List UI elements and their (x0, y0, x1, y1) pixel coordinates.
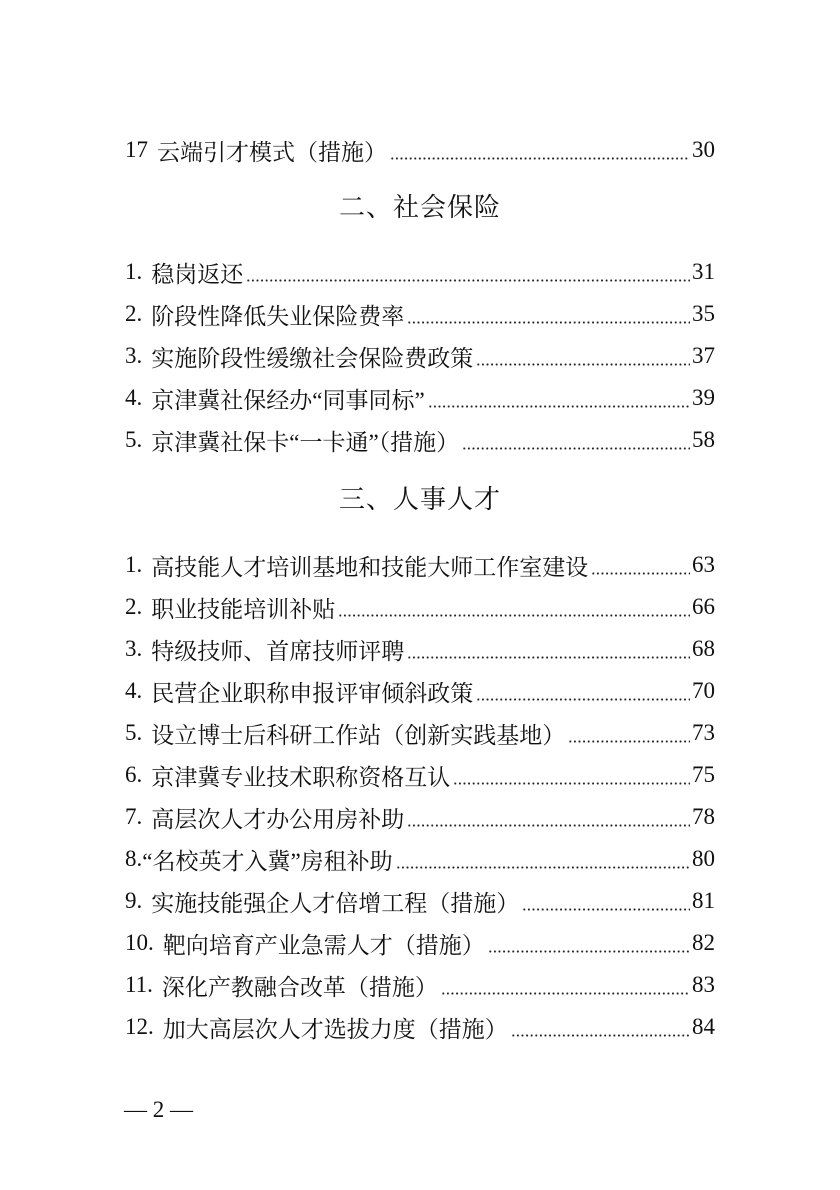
toc-entry-page: 31 (692, 259, 715, 284)
toc-entry-title: 高技能人才培训基地和技能大师工作室建设 (151, 554, 589, 580)
page-number-footer: — 2 — (124, 1097, 193, 1122)
toc-entry-page: 35 (692, 301, 715, 326)
dot-leader (396, 866, 690, 869)
toc-entry-page: 66 (692, 594, 715, 619)
toc-entry-number: 4. (125, 385, 143, 410)
dot-leader (390, 157, 690, 160)
dot-leader (246, 279, 690, 282)
toc-entry-title: 阶段性降低失业保险费率 (151, 303, 405, 329)
toc-entry-number: 5. (125, 720, 143, 745)
dot-leader (511, 1034, 690, 1037)
toc-entry-page: 39 (692, 385, 715, 410)
toc-entry-number: 11. (125, 972, 153, 997)
dot-leader (476, 698, 690, 701)
toc-entry-title: 云端引才模式（措施） (157, 139, 387, 165)
toc-entry-number: 3. (125, 343, 143, 368)
toc-entry-page: 82 (692, 930, 715, 955)
dot-leader (453, 782, 690, 785)
dot-leader (591, 572, 690, 575)
toc-entry-number: 12. (125, 1014, 154, 1039)
toc-entry-page: 30 (692, 137, 715, 162)
toc-entry-page: 63 (692, 552, 715, 577)
toc-entry (125, 251, 715, 293)
dot-leader (428, 405, 690, 408)
dot-leader (522, 908, 690, 911)
toc-entry-page: 37 (692, 343, 715, 368)
toc-entry-page: 58 (692, 427, 715, 452)
toc-entry-title: 特级技师、首席技师评聘 (151, 638, 405, 664)
section-heading-personnel: 三、人事人才 (338, 485, 501, 515)
toc-entry (125, 796, 715, 838)
toc-entry-title: 京津冀社保卡“一卡通”（措施） (151, 429, 460, 455)
toc-entry-number: 3. (125, 636, 143, 661)
toc-entry (125, 419, 715, 461)
toc-entry-number: 8. (125, 846, 143, 871)
toc-entry-page: 75 (692, 762, 715, 787)
toc-entry-title: “名校英才入冀”房租补助 (142, 848, 393, 874)
dot-leader (407, 321, 690, 324)
toc-list-personnel (125, 544, 715, 1048)
toc-entry (125, 628, 715, 670)
dot-leader (407, 824, 690, 827)
toc-entry-number: 7. (125, 804, 143, 829)
toc-entry-number: 1. (125, 259, 143, 284)
toc-entry-title: 实施阶段性缓缴社会保险费政策 (151, 345, 474, 371)
toc-entry-page: 78 (692, 804, 715, 829)
toc-entry (125, 754, 715, 796)
toc-entry (125, 670, 715, 712)
toc-entry-number: 9. (125, 888, 143, 913)
toc-entry (125, 1006, 715, 1048)
toc-entry (125, 293, 715, 335)
section-heading-social-insurance: 二、社会保险 (338, 193, 501, 223)
toc-entry-title: 实施技能强企人才倍增工程（措施） (151, 890, 520, 916)
toc-entry-number: 1. (125, 552, 143, 577)
toc-entry-title: 京津冀专业技术职称资格互认 (151, 764, 451, 790)
toc-entry (125, 544, 715, 586)
toc-entry-number: 10. (125, 930, 154, 955)
toc-entry-number: 6. (125, 762, 143, 787)
toc-entry (125, 880, 715, 922)
toc-entry-title: 加大高层次人才选拔力度（措施） (162, 1016, 508, 1042)
toc-entry-title: 京津冀社保经办“同事同标” (151, 387, 425, 413)
toc-entry (125, 838, 715, 880)
toc-entry (125, 335, 715, 377)
toc-entry-title: 民营企业职称申报评审倾斜政策 (151, 680, 474, 706)
toc-entry-page: 70 (692, 678, 715, 703)
toc-entry-title: 职业技能培训补贴 (151, 596, 336, 622)
toc-list-talent-tail (125, 129, 715, 171)
toc-entry (125, 712, 715, 754)
toc-entry-title: 设立博士后科研工作站（创新实践基地） (151, 722, 566, 748)
toc-entry (125, 922, 715, 964)
dot-leader (488, 950, 690, 953)
toc-entry-page: 80 (692, 846, 715, 871)
toc-entry-number: 2. (125, 594, 143, 619)
toc-entry-page: 68 (692, 636, 715, 661)
toc-entry (125, 129, 715, 171)
toc-entry-number: 2. (125, 301, 143, 326)
toc-entry-page: 84 (692, 1014, 715, 1039)
toc-entry (125, 964, 715, 1006)
toc-entry-title: 靶向培育产业急需人才（措施） (162, 932, 485, 958)
toc-entry-title: 高层次人才办公用房补助 (151, 806, 405, 832)
dot-leader (462, 447, 690, 450)
toc-entry-number: 17 (125, 137, 148, 162)
toc-entry-title: 深化产教融合改革（措施） (161, 974, 438, 1000)
toc-entry (125, 377, 715, 419)
dot-leader (441, 992, 690, 995)
toc-entry-page: 73 (692, 720, 715, 745)
dot-leader (407, 656, 690, 659)
toc-entry-page: 83 (692, 972, 715, 997)
toc-entry-number: 4. (125, 678, 143, 703)
dot-leader (568, 740, 690, 743)
toc-list-social-insurance (125, 251, 715, 461)
toc-entry-title: 稳岗返还 (151, 261, 244, 287)
toc-entry (125, 586, 715, 628)
toc-entry-number: 5. (125, 427, 143, 452)
dot-leader (476, 363, 690, 366)
toc-entry-page: 81 (692, 888, 715, 913)
dot-leader (338, 614, 690, 617)
